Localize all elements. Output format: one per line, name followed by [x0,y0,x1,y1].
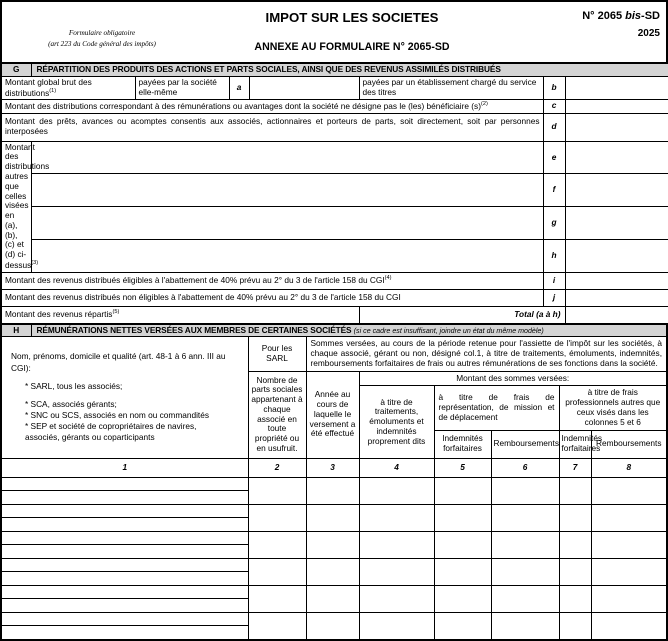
list-item: associés, gérants ou coparticipants [25,432,155,443]
row-d-label: Montant des prêts, avances ou acomptes consentis aux associés, actionnaires et porteurs de parts, soit directement, soit par personnes interposées [1,113,543,141]
row-col7-cell[interactable] [559,612,591,640]
col8-header: Remboursements [591,430,667,458]
row-name-cell[interactable] [1,558,248,585]
row-e-code: e [543,141,565,174]
row-col8-cell[interactable] [591,612,667,640]
row-name-line-1[interactable] [2,559,248,572]
page-subtitle: ANNEXE AU FORMULAIRE N° 2065-SD [254,41,450,53]
row-name-line-2[interactable] [2,545,248,558]
row-name-cell[interactable] [1,612,248,640]
row-f-code: f [543,174,565,207]
row-col4-cell[interactable] [359,504,434,531]
mandatory-notice-line1: Formulaire obligatoire [68,29,136,37]
row-i-value-input[interactable] [565,272,668,289]
table-row [1,585,667,612]
row-a-code: a [229,76,249,99]
row-a-mid-left: payées par la société elle-même [135,76,229,99]
row-col2-cell[interactable] [248,558,306,585]
row-c-footnote: (2) [480,101,488,108]
row-col8-cell[interactable] [591,558,667,585]
col5-header: Indemnités forfaitaires [434,430,491,458]
row-i-code: i [543,272,565,289]
colnum-4: 4 [359,458,434,477]
row-col7-cell[interactable] [559,585,591,612]
form-ref-bis: bis [625,10,642,22]
row-col4-cell[interactable] [359,477,434,504]
section-h-title-text: RÉMUNÉRATIONS NETTES VERSÉES AUX MEMBRES DE CERTAINES SOCIÉTÉS [36,324,352,335]
row-col6-cell[interactable] [491,531,559,558]
row-e-value-input[interactable] [565,141,668,174]
table-row [1,504,667,531]
row-col4-cell[interactable] [359,531,434,558]
row-col4-cell[interactable] [359,585,434,612]
pour-les-sarl-header: Pour les SARL [248,337,306,371]
row-i-label [1,272,543,289]
row-col5-cell[interactable] [434,558,491,585]
list-item: * SCA, associés gérants; [25,398,117,409]
col2-header: Nombre de parts sociales appartenant à chaque associé en toute propriété ou en usufruit. [248,371,306,458]
mandatory-notice [2,28,202,50]
section-g-row-e [1,141,668,174]
row-col5-cell[interactable] [434,531,491,558]
row-name-line-1[interactable] [2,505,248,518]
row-c-code: c [543,100,565,114]
colnum-6: 6 [491,458,559,477]
table-row [1,612,667,640]
section-g-row-f [1,174,668,207]
row-d-code: d [543,113,565,141]
row-g-code: g [543,207,565,240]
row-j-value-input[interactable] [565,289,668,306]
row-col5-cell[interactable] [434,585,491,612]
row-b-value-input[interactable] [565,76,668,99]
row-h-value-input[interactable] [565,239,668,272]
list-item: * SNC ou SCS, associés en nom ou commandités [25,410,209,421]
colnum-8: 8 [591,458,667,477]
row-col6-cell[interactable] [491,504,559,531]
row-name-cell[interactable] [1,477,248,504]
row-col6-cell[interactable] [491,558,559,585]
mandatory-notice-line2: (art 223 du Code général des impôts) [48,40,156,48]
section-h-header-row-1 [1,337,667,371]
group-56-header: à titre de frais de représentation, de mission et de déplacement [434,386,559,430]
row-total-footnote: (5) [112,309,120,316]
row-j-code: j [543,289,565,306]
names-list [11,381,239,444]
row-name-line-1[interactable] [2,478,248,491]
group-78-header: à titre de frais professionnels autres que ceux visés dans les colonnes 5 et 6 [559,386,667,430]
section-h-column-numbers [1,458,667,477]
row-col3-cell[interactable] [306,585,359,612]
page-title: IMPOT SUR LES SOCIETES [265,10,439,25]
row-total-caption: Total (a à h) [359,306,565,323]
row-e-text-input[interactable] [31,141,543,174]
section-g-table [0,62,668,324]
section-g-letter: G [1,63,31,76]
row-name-line-2[interactable] [2,599,248,612]
row-col5-cell[interactable] [434,477,491,504]
row-h-text-input[interactable] [31,239,543,272]
col6-header: Remboursements [491,430,559,458]
row-name-line-1[interactable] [2,586,248,599]
row-c-label [1,100,543,114]
section-g-row-i [1,272,668,289]
section-g-row-j [1,289,668,306]
row-col7-cell[interactable] [559,477,591,504]
row-col3-cell[interactable] [306,558,359,585]
section-g-row-c [1,100,668,114]
row-total-label [1,306,359,323]
form-ref-suffix: -SD [641,10,660,22]
row-i-footnote: (4) [384,275,392,282]
section-g-row-total [1,306,668,323]
row-b-code: b [543,76,565,99]
col3-header: Année au cours de laquelle le versement a été effectué [306,371,359,458]
section-g-band [1,63,668,76]
row-g-text-input[interactable] [31,207,543,240]
row-c-value-input[interactable] [565,100,668,114]
row-g-value-input[interactable] [565,207,668,240]
montant-group-header: Montant des sommes versées: [359,371,667,386]
row-name-cell[interactable] [1,531,248,558]
row-name-line-2[interactable] [2,491,248,504]
colnum-3: 3 [306,458,359,477]
row-col7-cell[interactable] [559,531,591,558]
colnum-5: 5 [434,458,491,477]
names-lead: Nom, prénoms, domicile et qualité (art. 48-1 à 6 ann. III au CGI): [11,351,226,373]
row-col2-cell[interactable] [248,504,306,531]
row-col6-cell[interactable] [491,585,559,612]
row-col3-cell[interactable] [306,477,359,504]
section-g-row-g [1,207,668,240]
row-a-value-input[interactable] [249,76,359,99]
names-column-header [1,337,248,458]
row-total-value-input[interactable] [565,306,668,323]
row-name-line-2[interactable] [2,518,248,531]
block-efgh-footnote: (3) [31,260,39,267]
row-i-label-text: Montant des revenus distribués éligibles à l'abattement de 40% prévu au 2° du 3 de l'article 158 du CGI [5,275,385,286]
row-col5-cell[interactable] [434,504,491,531]
row-col3-cell[interactable] [306,612,359,640]
row-col2-cell[interactable] [248,612,306,640]
row-col3-cell[interactable] [306,531,359,558]
row-col6-cell[interactable] [491,477,559,504]
section-g-title: RÉPARTITION DES PRODUITS DES ACTIONS ET PARTS SOCIALES, AINSI QUE DES REVENUS ASSIMILÉS DISTRIBUÉS [31,63,668,76]
form-year: 2025 [637,28,660,39]
row-col2-cell[interactable] [248,531,306,558]
row-name-line-1[interactable] [2,613,248,626]
block-efgh-line3 [5,219,39,271]
list-item: * SEP et société de copropriétaires de navires, [25,421,197,432]
block-efgh-line2: autres que celles visées en [5,171,29,221]
row-col2-cell[interactable] [248,477,306,504]
row-name-cell[interactable] [1,585,248,612]
sommes-versees-description: Sommes versées, au cours de la période retenue pour l'assiette de l'impôt sur les sociétés, à chaque associé, gérant ou non, désigné col.1, à titre de traitements, émoluments, indemnités, remboursements forfaitaires de frais ou autres rémunérations de ses fonctions dans la société. [306,337,667,371]
block-efgh-label [1,141,50,272]
row-col4-cell[interactable] [359,558,434,585]
block-efgh-line3-text: (a), (b), (c) et (d) ci-dessus [5,219,32,270]
row-name-line-1[interactable] [2,532,248,545]
section-h-band [1,324,667,337]
form-header [0,0,668,62]
section-h-table [0,324,668,641]
row-a-footnote: (1) [49,87,57,94]
row-a-label-text: Montant global brut des distributions [5,76,92,98]
row-name-line-2[interactable] [2,626,248,639]
form-ref-prefix: N° 2065 [582,10,626,22]
row-f-value-input[interactable] [565,174,668,207]
section-h-data-rows [1,477,667,640]
row-col8-cell[interactable] [591,477,667,504]
row-col8-cell[interactable] [591,504,667,531]
row-a-mid-right: payées par un établissement chargé du service des titres [359,76,543,99]
row-name-cell[interactable] [1,504,248,531]
table-row [1,477,667,504]
col7-header: Indemnités forfaitaires [559,430,591,458]
colnum-2: 2 [248,458,306,477]
row-a-label [1,76,135,99]
row-col7-cell[interactable] [559,558,591,585]
list-item: * SARL, tous les associés; [25,380,123,391]
table-row [1,558,667,585]
row-h-code: h [543,239,565,272]
section-g-row-d [1,113,668,141]
names-column-content [5,343,245,451]
row-col8-cell[interactable] [591,585,667,612]
row-col6-cell[interactable] [491,612,559,640]
colnum-7: 7 [559,458,591,477]
row-col8-cell[interactable] [591,531,667,558]
row-total-label-text: Montant des revenus répartis [5,309,113,320]
section-h-note: (si ce cadre est insuffisant, joindre un état du même modèle) [353,326,544,335]
row-col7-cell[interactable] [559,504,591,531]
table-row [1,531,667,558]
row-col3-cell[interactable] [306,504,359,531]
section-g-row-a [1,76,668,99]
section-h-title [31,324,667,337]
row-col5-cell[interactable] [434,612,491,640]
colnum-1: 1 [1,458,248,477]
row-col4-cell[interactable] [359,612,434,640]
row-f-text-input[interactable] [31,174,543,207]
col4-header: à titre de traitements, émoluments et indemnités proprement dits [359,386,434,458]
block-efgh-line1: Montant des distributions [5,141,50,172]
row-j-label: Montant des revenus distribués non éligibles à l'abattement de 40% prévu au 2° du 3 de l'article 158 du CGI [1,289,543,306]
row-d-value-input[interactable] [565,113,668,141]
row-c-label-text: Montant des distributions correspondant à des rémunérations ou avantages dont la société ne désigne pas le (les) bénéficiaire (s) [5,100,481,111]
row-name-line-2[interactable] [2,572,248,585]
row-col2-cell[interactable] [248,585,306,612]
section-g-row-h [1,239,668,272]
section-h-letter: H [1,324,31,337]
form-reference-number [582,10,660,22]
